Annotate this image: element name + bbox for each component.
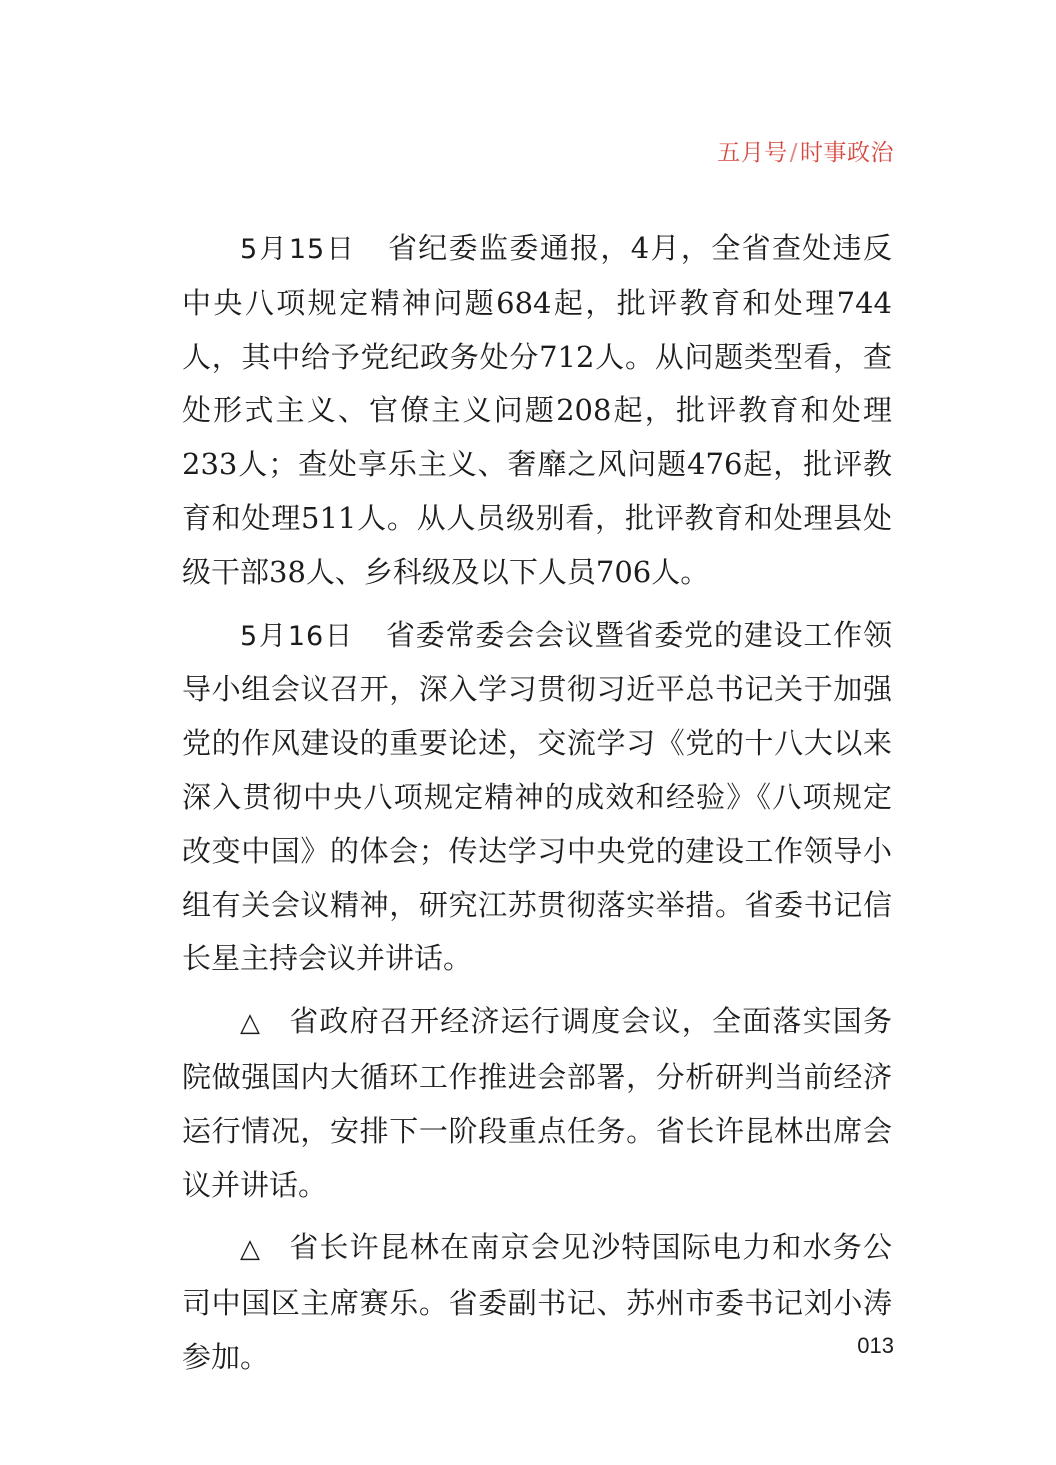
entry-may-15 [182, 222, 892, 600]
entry-date: 5月15日 [240, 234, 356, 265]
triangle-marker-icon: △ [240, 1234, 262, 1265]
triangle-marker-icon: △ [240, 1008, 262, 1039]
running-header [717, 134, 894, 167]
page-number: 013 [857, 1333, 894, 1358]
header-separator: / [789, 140, 798, 166]
entry-text: 省政府召开经济运行调度会议，全面落实国务院做强国内大循环工作推进会部署，分析研判当前经济运行情况，安排下一阶段重点任务。省长许昆林出席会议并讲话。 [182, 1004, 892, 1202]
entry-text: 省长许昆林在南京会见沙特国际电力和水务公司中国区主席赛乐。省委副书记、苏州市委书记刘小涛参加。 [182, 1230, 892, 1374]
article-body [182, 222, 892, 1394]
entry-meeting-saudi [182, 1221, 892, 1384]
entry-text: 省委常委会会议暨省委党的建设工作领导小组会议召开，深入学习贯彻习近平总书记关于加强党的作风建设的重要论述，交流学习《党的十八大以来深入贯彻中央八项规定精神的成效和经验》《八项规定改变中国》的体会；传达学习中央党的建设工作领导小组有关会议精神，研究江苏贯彻落实举措。省委书记信长星主持会议并讲话。 [182, 617, 892, 976]
entry-economic-meeting [182, 995, 892, 1212]
section-label: 时事政治 [800, 140, 894, 166]
entry-text: 省纪委监委通报，4月，全省查处违反中央八项规定精神问题684起，批评教育和处理744人，其中给予党纪政务处分712人。从问题类型看，查处形式主义、官僚主义问题208起，批评教育和处理233人；查处享乐主义、奢靡之风问题476起，批评教育和处理511人。从人员级别看，批评教育和处理县处级干部38人、乡科级及以下人员706人。 [182, 231, 892, 589]
entry-may-16 [182, 609, 892, 987]
issue-label: 五月号 [717, 140, 788, 166]
entry-date: 5月16日 [240, 620, 354, 652]
